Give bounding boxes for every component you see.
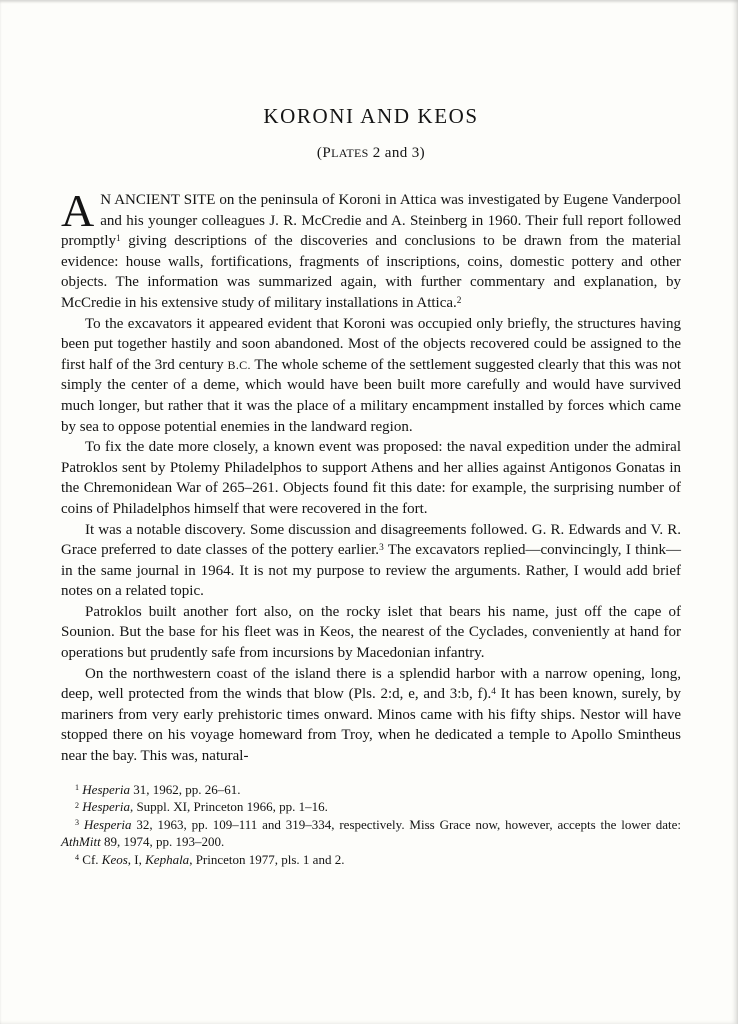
footnote-3: $^3$ Hesperia 32, 1963, pp. 109–111 and 319–334, respectively. Miss Grace now, however, accepts the lower date: AthMitt 89, 1974, pp. 193–200. [61, 816, 682, 850]
drop-cap: A [61, 185, 95, 236]
article-body [61, 185, 682, 767]
footnote-2: $^2$ Hesperia, Suppl. XI, Princeton 1966, pp. 1–16. [75, 799, 328, 815]
plates-subtitle: (PLATES 2 and 3) [316, 145, 426, 161]
body-paragraph-3: To fix the date more closely, a known event was proposed: the naval expedition under the admiral Patroklos sent by Ptolemy Philadelphos to support Athens and her allies against Antigonos Gonatas in the Chremonidean War of 265–261. Objects found fit this date: for example, the surprising number of coins of Philadelphos himself that were recovered in the fort. [61, 439, 681, 517]
body-paragraph-2: To the excavators it appeared evident that Koroni was occupied only briefly, the structures having been put together hastily and soon abandoned. Most of the objects recovered could be assigned to the first half of the 3rd century B.C. The whole scheme of the settlement suggested clearly that this was not simply the center of a deme, which would have been built more carefully and would have survived much longer, but rather that it was the place of a military encampment installed by forces which came by sea to oppose potential enemies in the landward region. [61, 315, 682, 435]
body-paragraph-6: On the northwestern coast of the island there is a splendid harbor with a narrow opening, long, deep, well protected from the winds that blow (Pls. 2:d, e, and 3:b, f).$^4$ It has been known, surely, by mariners from very early prehistoric times onward. Minos came with his fifty ships. Nestor will have stopped there on his voyage homeward from Troy, when he dedicated a temple to Apollo Smintheus near the bay. This was, natural- [61, 665, 681, 765]
body-paragraph-1 [61, 185, 681, 314]
footnotes-block [61, 781, 681, 869]
page-title: KORONI AND KEOS [263, 104, 479, 128]
footnote-4: $^4$ Cf. Keos, I, Kephala, Princeton 1977, pls. 1 and 2. [75, 852, 345, 867]
footnote-1: $^1$ Hesperia 31, 1962, pp. 26–61. [75, 781, 241, 797]
body-paragraph-4: It was a notable discovery. Some discussion and disagreements followed. G. R. Edwards and V. R. Grace preferred to date classes of the pottery earlier.$^3$ The excavators replied—convincingly, I think—in the same journal in 1964. It is not my purpose to review the arguments. Rather, I would add brief notes on a related topic. [61, 521, 682, 600]
body-paragraph-5: Patroklos built another fort also, on the rocky islet that bears his name, just off the cape of Sounion. But the base for his fleet was in Keos, the nearest of the Cyclades, conveniently at hand for operations but prudently safe from incursions by Macedonian infantry. [61, 603, 681, 662]
paragraph-text: N ANCIENT SITE on the peninsula of Koroni in Attica was investigated by Eugene Vanderpool and his younger colleagues J. R. McCredie and A. Steinberg in 1960. Their full report followed promptly$^1$ giving descriptions of the discoveries and conclusions to be drawn from the material evidence: house walls, fortifications, fragments of inscriptions, coins, domestic pottery and other objects. The information was summarized again, with further commentary and explanation, by McCredie in his extensive study of military installations in Attica.$^2$ [61, 192, 681, 311]
